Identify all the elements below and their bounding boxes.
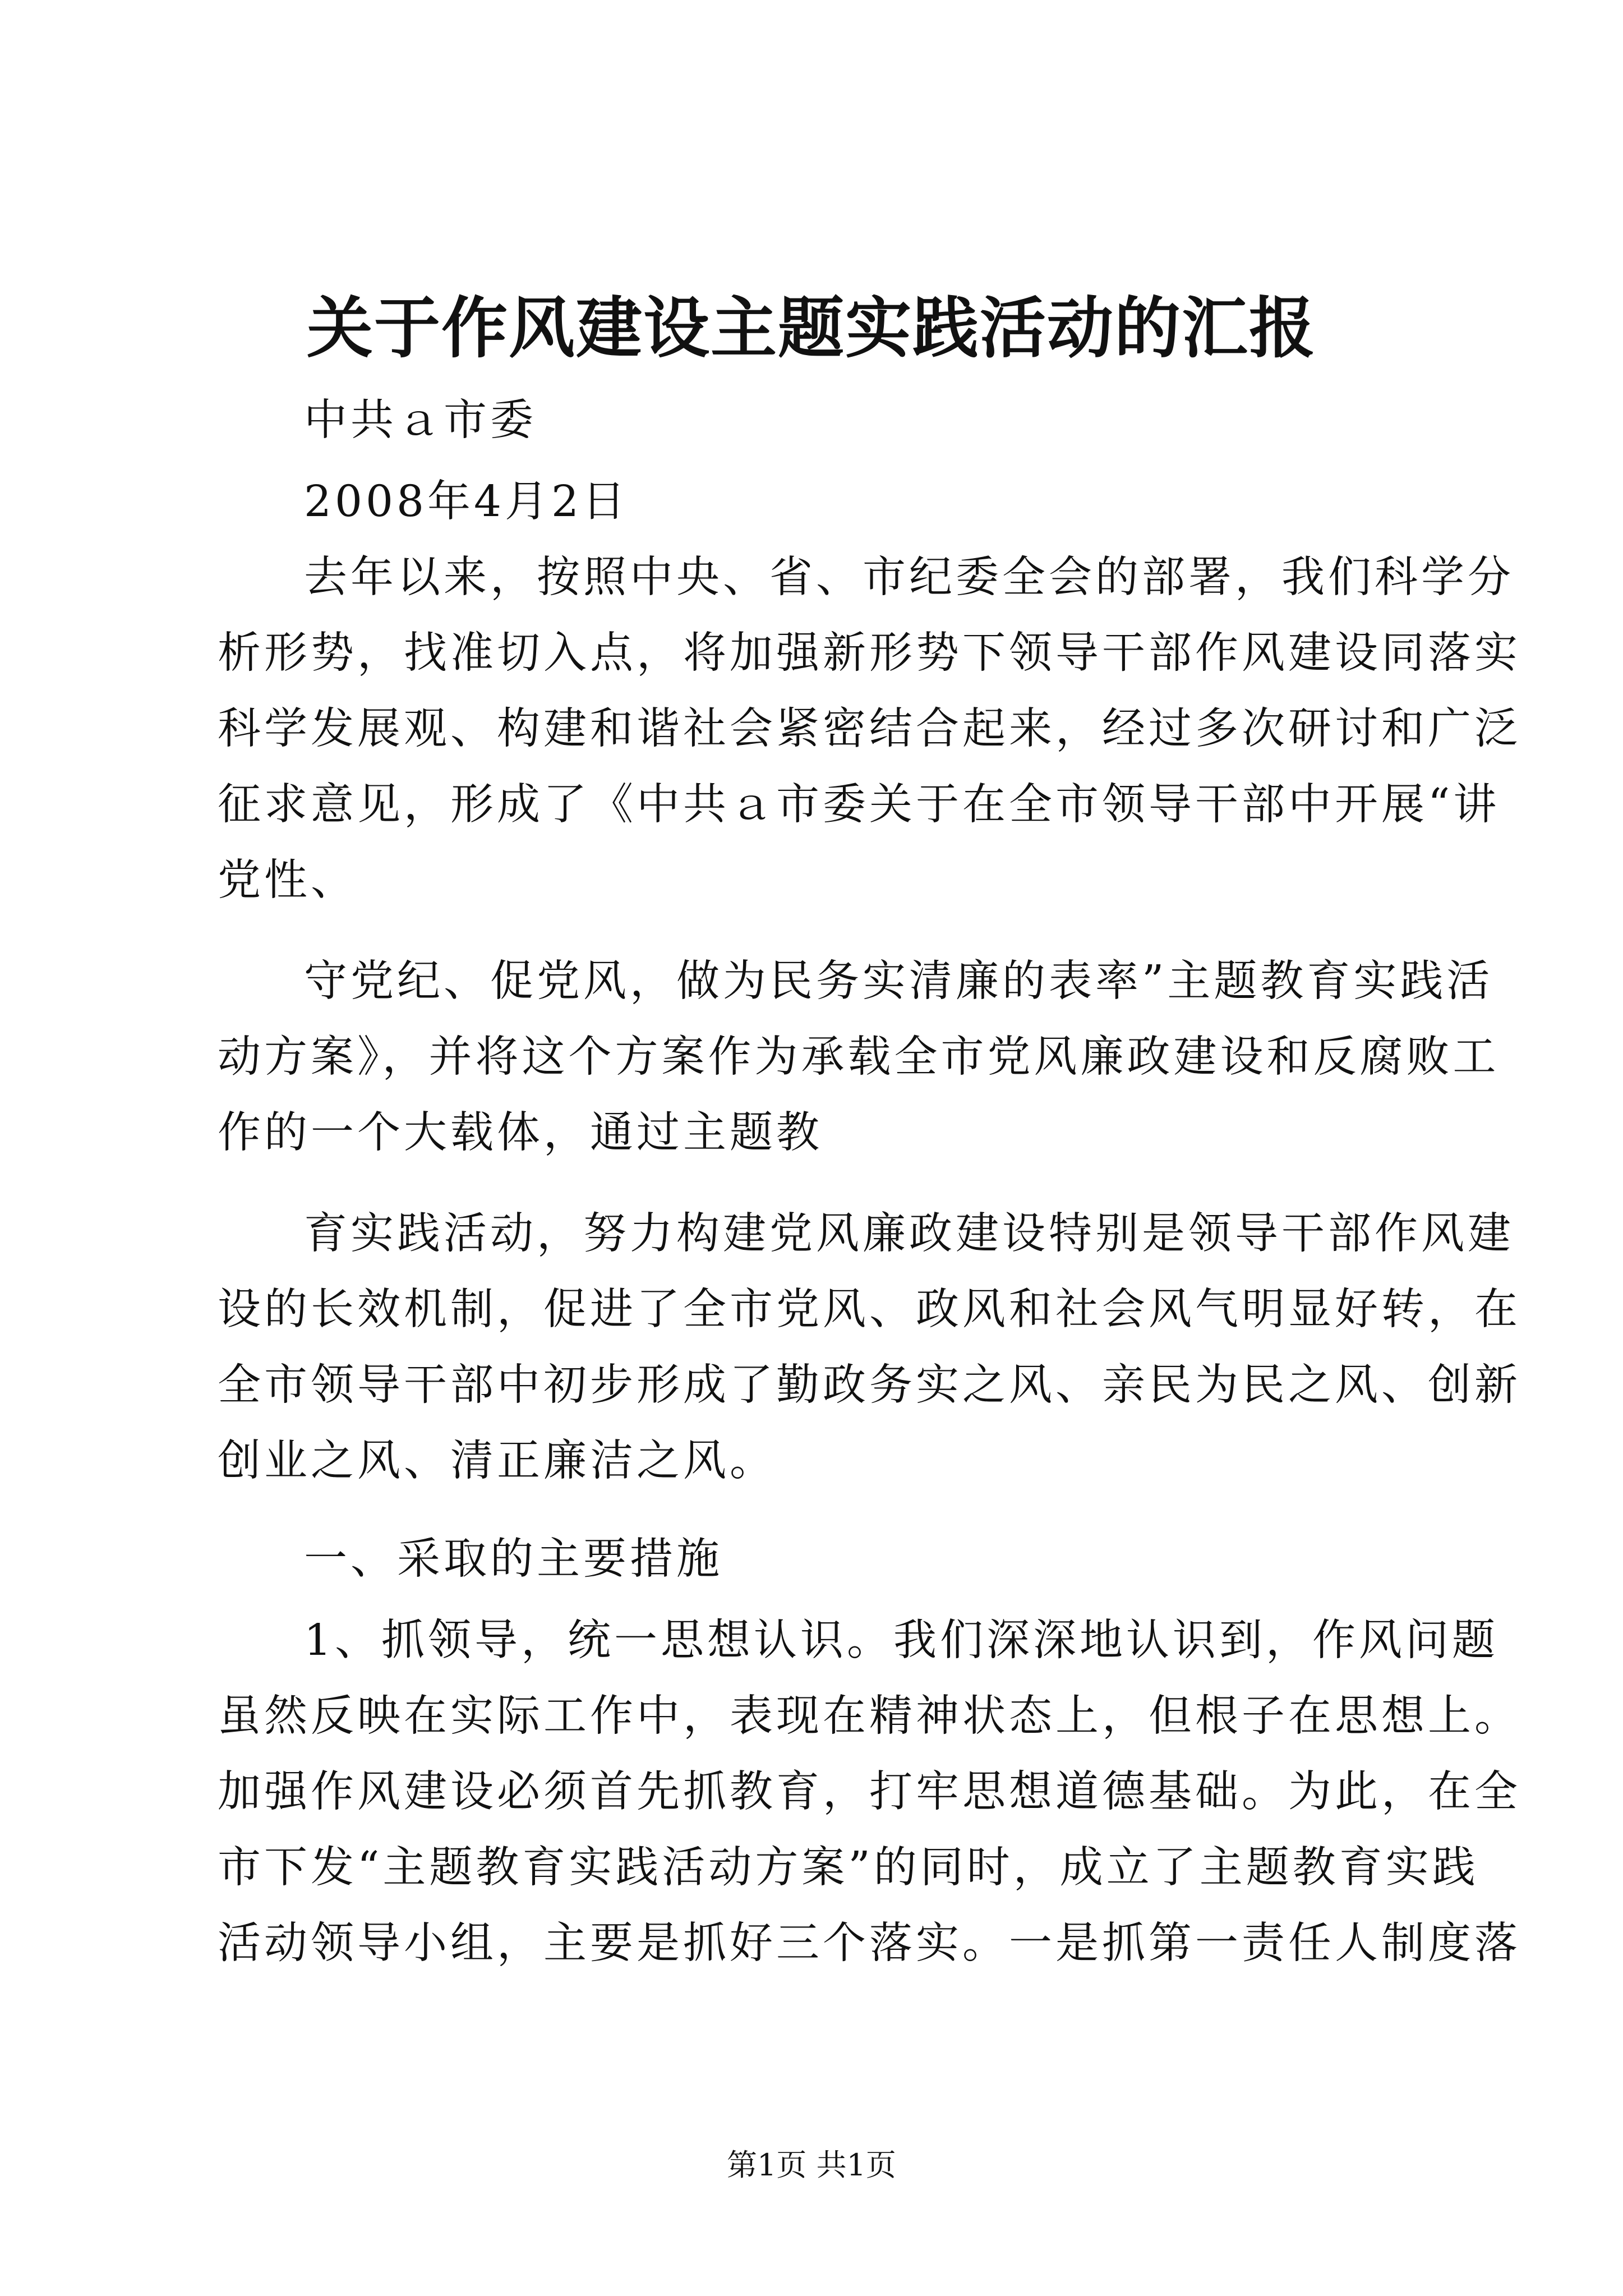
document-date: 2008年4月2日 xyxy=(304,477,629,527)
paragraph-2-line-3: 作的一个大载体，通过主题教 xyxy=(218,1108,823,1158)
paragraph-2-line-2: 动方案》，并将这个方案作为承载全市党风廉政建设和反腐败工 xyxy=(218,1032,1500,1082)
paragraph-1-line-4: 征求意见，形成了《中共ａ市委关于在全市领导干部中开展“讲 xyxy=(218,780,1500,830)
paragraph-1-line-5: 党性、 xyxy=(218,855,357,905)
paragraph-4-line-2: 虽然反映在实际工作中，表现在精神状态上，但根子在思想上。 xyxy=(218,1691,1521,1741)
issuing-organization: 中共ａ市委 xyxy=(304,395,537,445)
paragraph-1-line-2: 析形势，找准切入点，将加强新形势下领导干部作风建设同落实 xyxy=(218,628,1521,678)
paragraph-1-line-3: 科学发展观、构建和谐社会紧密结合起来，经过多次研讨和广泛 xyxy=(218,704,1521,754)
paragraph-4-line-3: 加强作风建设必须首先抓教育，打牢思想道德基础。为此，在全 xyxy=(218,1767,1521,1817)
paragraph-4-line-4: 市下发“主题教育实践活动方案”的同时，成立了主题教育实践 xyxy=(218,1843,1479,1893)
paragraph-3-line-2: 设的长效机制，促进了全市党风、政风和社会风气明显好转，在 xyxy=(218,1285,1521,1335)
section-heading: 一、采取的主要措施 xyxy=(304,1534,723,1584)
paragraph-3-line-3: 全市领导干部中初步形成了勤政务实之风、亲民为民之风、创新 xyxy=(218,1360,1521,1410)
paragraph-2-line-1: 守党纪、促党风，做为民务实清廉的表率”主题教育实践活 xyxy=(304,956,1493,1006)
paragraph-4-line-5: 活动领导小组，主要是抓好三个落实。一是抓第一责任人制度落 xyxy=(218,1918,1521,1968)
paragraph-4-line-1: 1、抓领导，统一思想认识。我们深深地认识到，作风问题 xyxy=(304,1616,1498,1665)
document-title: 关于作风建设主题实践活动的汇报 xyxy=(306,289,1316,367)
paragraph-1-line-1: 去年以来，按照中央、省、市纪委全会的部署，我们科学分 xyxy=(304,553,1514,602)
paragraph-3-line-4: 创业之风、清正廉洁之风。 xyxy=(218,1436,776,1486)
page-number-footer: 第1页 共1页 xyxy=(727,2147,896,2183)
paragraph-3-line-1: 育实践活动，努力构建党风廉政建设特别是领导干部作风建 xyxy=(304,1209,1514,1259)
